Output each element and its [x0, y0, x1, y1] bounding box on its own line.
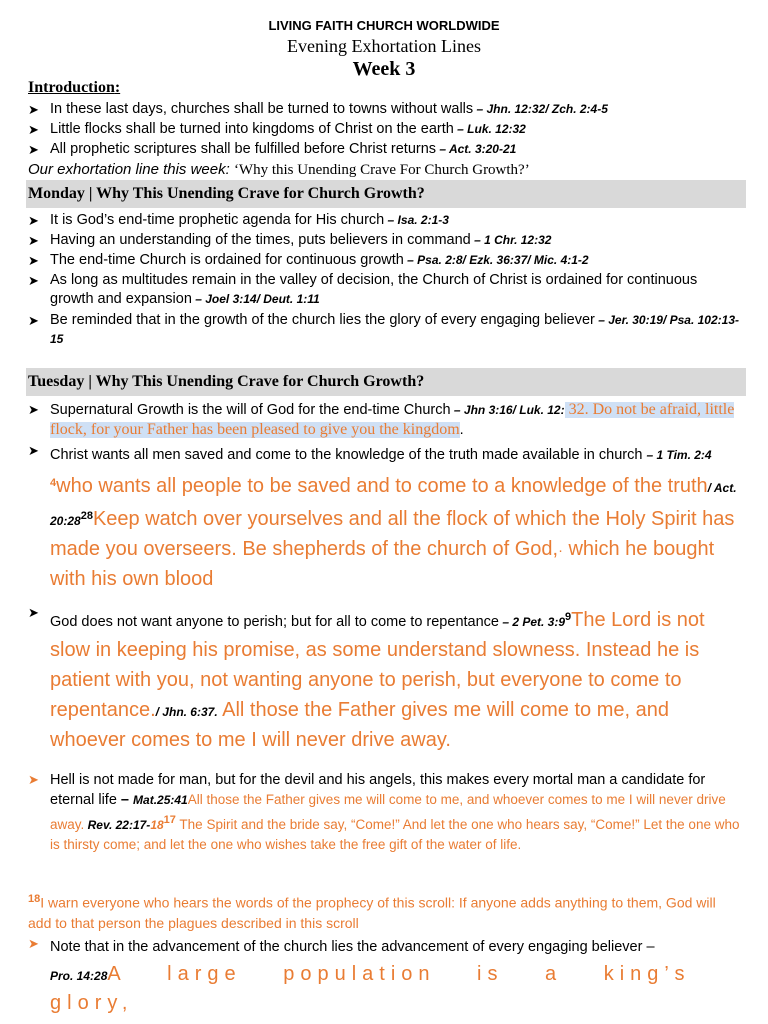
tuesday-bullet-4: ➤ Hell is not made for man, but for the devil and his angels, this makes every mortal man a candidate for eternal life – Mat.25:41All those the Father gives me will come to me, and whoever comes to me I will never drive away. Rev. $22:17-18^{17}$ The Spirit and the bride say, “Come!” And let the one who hears say, “Come!” Let the one who is thirsty come; and let the one who wishes take the free gift of the water of life. — [28, 772, 740, 852]
tuesday-bullet-2: ➤ Christ wants all men saved and come to the knowledge of the truth made available in church – 1 Tim. 2:4 $^4$who wants all people to be saved and to come to a knowledge of the truth/ Act. $20:28^{28}Keep$ watch over yourselves and all the flock of which the Holy Spirit has made you overseers. Be shepherds of the church of God,· which he bought with his own blood — [28, 443, 737, 590]
monday-bullet: ➤ It is God’s end-time prophetic agenda for His church – Isa. 2:1-3 — [28, 212, 449, 228]
arrow-bullet-icon: ➤ — [28, 936, 39, 951]
intro-bullet: ➤ Little flocks shall be turned into kingdoms of Christ on the earth – Luk. 12:32 — [28, 121, 526, 137]
footnote-verse: $^{18}$I warn everyone who hears the words of the prophecy of this scroll: If anyone adds anything to them, God will add to that person the plagues described in this scroll — [28, 893, 716, 931]
arrow-bullet-icon: ➤ — [28, 402, 39, 417]
tuesday-bullet-1: ➤ Supernatural Growth is the will of God for the end-time Church – Jhn 3:16/ Luk. 12: 32. Do not be afraid, little flock, for your Father has been pleased to give you the kingdom. — [28, 401, 735, 438]
monday-bullet: ➤ The end-time Church is ordained for continuous growth – Psa. 2:8/ Ezk. 36:37/ Mic. 4:1-2 — [28, 252, 589, 268]
arrow-bullet-icon: ➤ — [28, 233, 39, 248]
intro-bullet: ➤ All prophetic scriptures shall be fulfilled before Christ returns – Act. 3:20-21 — [28, 141, 517, 157]
monday-bullet: ➤ As long as multitudes remain in the valley of decision, the Church of Christ is ordained for continuous growth and expansion – Joel 3:14/ Deut. 1:11 — [28, 272, 698, 307]
tuesday-heading: Tuesday | Why This Unending Crave for Church Growth? — [28, 373, 425, 390]
monday-heading: Monday | Why This Unending Crave for Church Growth? — [28, 185, 425, 202]
arrow-bullet-icon: ➤ — [28, 102, 39, 117]
arrow-bullet-icon: ➤ — [28, 772, 39, 787]
tuesday-bullet-3: ➤ God does not want anyone to perish; but for all to come to repentance – 2 Pet. $3:9^9The$ Lord is not slow in keeping his promise, as some understand slowness. Instead he is patient with you, not wanting anyone to perish, but everyone to come to repentance./ Jhn. 6:37. All those the Father gives me will come to me, and whoever comes to me I will never drive away. — [28, 605, 705, 751]
arrow-bullet-icon: ➤ — [28, 605, 39, 620]
week-label: Week 3 — [352, 58, 416, 80]
document-title: Evening Exhortation Lines — [287, 36, 481, 56]
monday-bullet: ➤ Be reminded that in the growth of the church lies the glory of every engaging believer – Jer. 30:19/ Psa. 102:13-15 — [28, 312, 739, 346]
arrow-bullet-icon: ➤ — [28, 313, 39, 328]
arrow-bullet-icon: ➤ — [28, 213, 39, 228]
intro-bullet: ➤ In these last days, churches shall be turned to towns without walls – Jhn. 12:32/ Zch. 2:4-5 — [28, 101, 608, 117]
arrow-bullet-icon: ➤ — [28, 122, 39, 137]
intro-heading: Introduction: — [28, 79, 121, 96]
exhortation-line: Our exhortation line this week: ‘Why this Unending Crave For Church Growth?’ — [28, 161, 530, 178]
arrow-bullet-icon: ➤ — [28, 273, 39, 288]
arrow-bullet-icon: ➤ — [28, 443, 39, 458]
org-name: LIVING FAITH CHURCH WORLDWIDE — [268, 18, 500, 33]
tuesday-bullet-5: ➤ Note that in the advancement of the church lies the advancement of every engaging believer – Pro. 14:28A large population is a king’s glory, — [28, 936, 691, 1014]
monday-bullet: ➤ Having an understanding of the times, puts believers in command – 1 Chr. 12:32 — [28, 232, 552, 248]
arrow-bullet-icon: ➤ — [28, 142, 39, 157]
arrow-bullet-icon: ➤ — [28, 253, 39, 268]
